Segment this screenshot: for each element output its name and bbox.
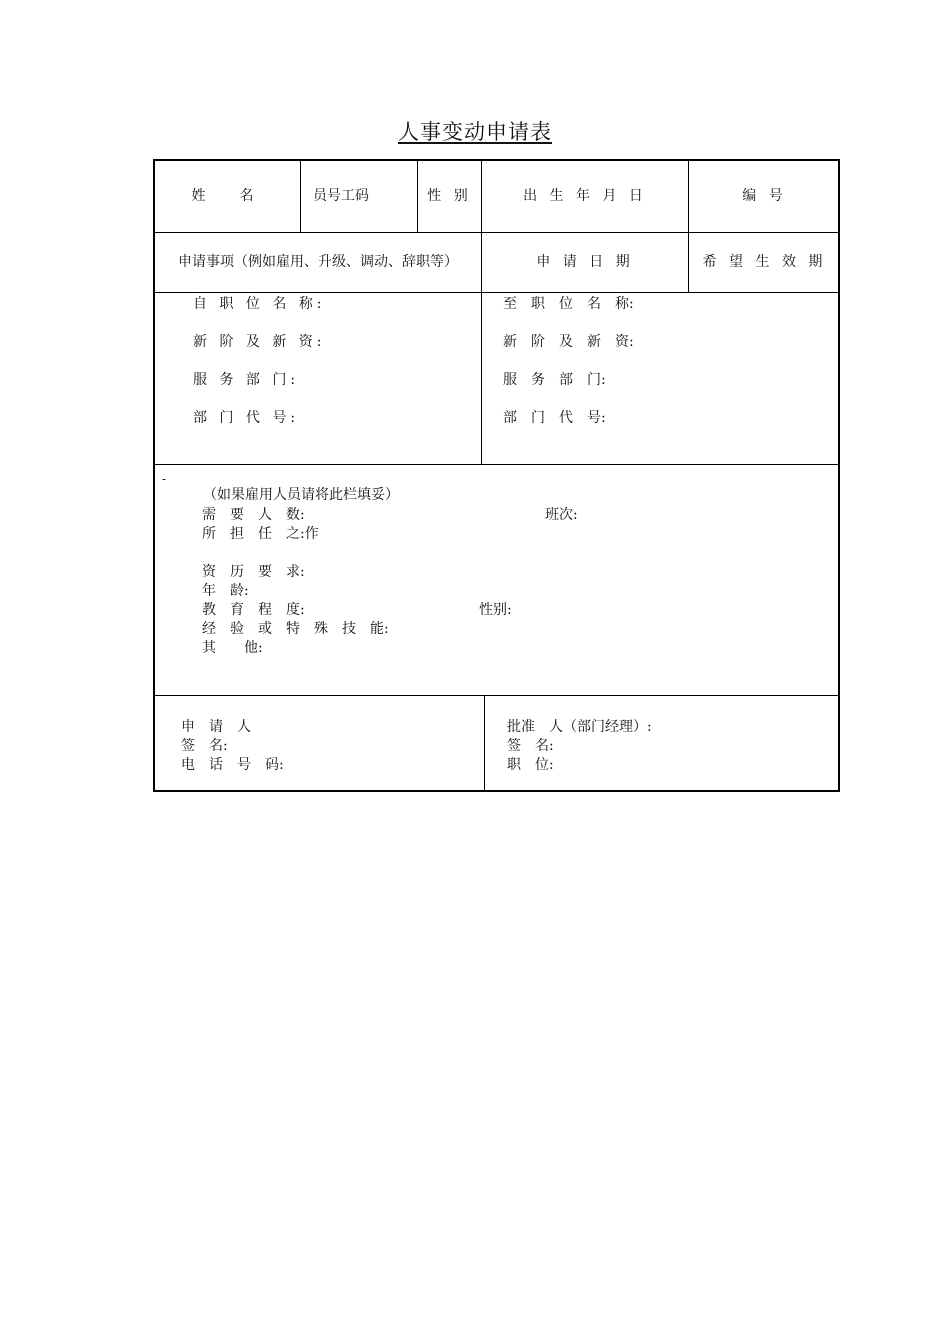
qualification-label: 资 历 要 求: — [202, 564, 305, 580]
form-title: 人事变动申请表 — [398, 120, 552, 144]
from-grade-label: 新 阶 及 新 资: — [193, 334, 326, 350]
header-birth-date: 出 生 年 月 日 — [523, 188, 647, 204]
approver-signature-label: 签 名: — [507, 738, 554, 754]
header-gender: 性 别 — [427, 188, 472, 204]
approver-label: 批准 人（部门经理）: — [507, 719, 652, 735]
to-position-label: 至 职 位 名 称: — [503, 296, 634, 312]
other-label: 其 他: — [202, 640, 263, 656]
dash-mark: - — [162, 472, 167, 486]
shift-label: 班次: — [545, 507, 578, 523]
to-grade-label: 新 阶 及 新 资: — [503, 334, 634, 350]
hire-note: （如果雇用人员请将此栏填妥） — [203, 487, 399, 503]
education-label: 教 育 程 度: — [202, 602, 305, 618]
col-divider — [484, 695, 485, 792]
from-dept-code-label: 部 门 代 号: — [193, 410, 300, 426]
to-department-label: 服 务 部 门: — [503, 372, 606, 388]
approver-position-label: 职 位: — [507, 757, 554, 773]
duty-label: 所 担 任 之:作 — [202, 526, 319, 542]
to-dept-code-label: 部 门 代 号: — [503, 410, 606, 426]
row-divider — [155, 292, 840, 293]
effective-date-label: 希 望 生 效 期 — [702, 254, 827, 270]
row-divider — [155, 464, 840, 465]
sex-label: 性别: — [479, 602, 512, 618]
header-serial-no: 编 号 — [742, 188, 787, 204]
row-divider — [155, 695, 840, 696]
header-employee-no: 员号工码 — [313, 188, 369, 204]
headcount-label: 需 要 人 数: — [202, 507, 305, 523]
phone-label: 电 话 号 码: — [181, 757, 284, 773]
applicant-label: 申 请 人 — [181, 719, 251, 735]
request-date-label: 申 请 日 期 — [536, 254, 634, 270]
from-department-label: 服 务 部 门: — [193, 372, 300, 388]
from-position-label: 自 职 位 名 称: — [193, 296, 326, 312]
personnel-change-form — [153, 159, 840, 792]
experience-label: 经 验 或 特 殊 技 能: — [202, 621, 389, 637]
request-items-label: 申请事项（例如雇用、升级、调动、辞职等） — [178, 254, 458, 270]
header-name: 姓 名 — [191, 188, 264, 204]
applicant-signature-label: 签 名: — [181, 738, 228, 754]
age-label: 年 龄: — [202, 583, 249, 599]
